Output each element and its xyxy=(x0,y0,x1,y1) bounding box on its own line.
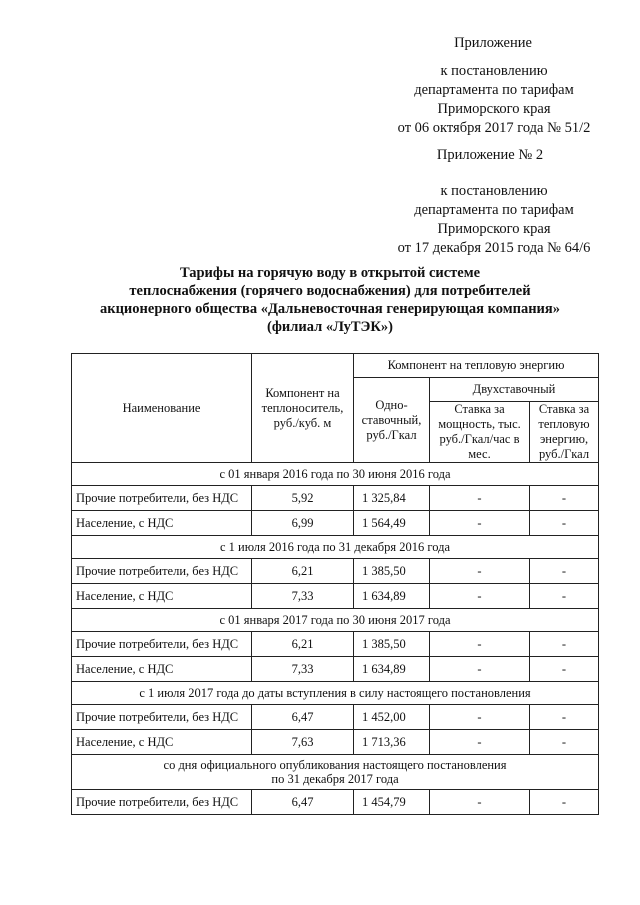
cell-carrier: 6,21 xyxy=(252,559,354,584)
cell-carrier: 6,21 xyxy=(252,632,354,657)
title-line: (филиал «ЛуТЭК») xyxy=(267,319,393,335)
cell-single: 1 452,00 xyxy=(354,705,430,730)
period-row xyxy=(72,682,599,705)
cell-name: Прочие потребители, без НДС xyxy=(72,705,252,730)
document-title xyxy=(80,264,580,336)
period-row xyxy=(72,755,599,790)
cell-capacity: - xyxy=(430,705,530,730)
cell-energy: - xyxy=(530,511,599,536)
period-label-line: со дня официального опубликования настоящего постановления xyxy=(163,758,507,772)
cell-name: Население, с НДС xyxy=(72,730,252,755)
cell-single: 1 385,50 xyxy=(354,559,430,584)
cell-capacity: - xyxy=(430,511,530,536)
cell-name: Прочие потребители, без НДС xyxy=(72,559,252,584)
cell-energy: - xyxy=(530,705,599,730)
cell-capacity: - xyxy=(430,730,530,755)
cell-capacity: - xyxy=(430,559,530,584)
period-label-line: по 31 декабря 2017 года xyxy=(271,772,399,786)
cell-single: 1 325,84 xyxy=(354,486,430,511)
cell-single: 1 454,79 xyxy=(354,790,430,815)
cell-name: Прочие потребители, без НДС xyxy=(72,632,252,657)
cell-single: 1 713,36 xyxy=(354,730,430,755)
period-label: с 01 января 2016 года по 30 июня 2016 года xyxy=(72,463,599,486)
cell-carrier: 5,92 xyxy=(252,486,354,511)
period-label: с 1 июля 2016 года по 31 декабря 2016 года xyxy=(72,536,599,559)
cell-name: Прочие потребители, без НДС xyxy=(72,486,252,511)
annex-2-line: Приморского края xyxy=(437,221,551,237)
cell-carrier: 6,47 xyxy=(252,705,354,730)
header-carrier: Компонент на теплоноситель, руб./куб. м xyxy=(252,354,354,463)
annex-1-line: к постановлению xyxy=(440,63,548,79)
period-label: с 1 июля 2017 года до даты вступления в силу настоящего постановления xyxy=(72,682,599,705)
cell-carrier: 7,33 xyxy=(252,584,354,609)
annex-2-title: Приложение № 2 xyxy=(436,147,544,163)
annex-1-title: Приложение xyxy=(454,35,532,51)
cell-energy: - xyxy=(530,657,599,682)
cell-energy: - xyxy=(530,584,599,609)
cell-capacity: - xyxy=(430,790,530,815)
cell-energy: - xyxy=(530,632,599,657)
annex-1-line: Приморского края xyxy=(437,101,551,117)
header-capacity-rate: Ставка за мощность, тыс. руб./Гкал/час в мес. xyxy=(430,402,530,463)
cell-single: 1 385,50 xyxy=(354,632,430,657)
table-row xyxy=(72,730,599,755)
header-two-rate-group: Двухставочный xyxy=(430,378,599,402)
header-single-rate: Одно-ставочный, руб./Гкал xyxy=(354,378,430,463)
table-row xyxy=(72,705,599,730)
period-row xyxy=(72,463,599,486)
period-row xyxy=(72,536,599,559)
cell-name: Население, с НДС xyxy=(72,657,252,682)
cell-capacity: - xyxy=(430,632,530,657)
table-row xyxy=(72,790,599,815)
cell-energy: - xyxy=(530,730,599,755)
period-row xyxy=(72,609,599,632)
cell-name: Население, с НДС xyxy=(72,584,252,609)
cell-carrier: 6,99 xyxy=(252,511,354,536)
header-name: Наименование xyxy=(72,354,252,463)
cell-capacity: - xyxy=(430,486,530,511)
annex-2-line: от 17 декабря 2015 года № 64/6 xyxy=(397,240,591,256)
cell-carrier: 7,63 xyxy=(252,730,354,755)
table-row xyxy=(72,511,599,536)
cell-name: Население, с НДС xyxy=(72,511,252,536)
table-row xyxy=(72,486,599,511)
table-row xyxy=(72,559,599,584)
tariff-table xyxy=(71,353,599,815)
table-row xyxy=(72,632,599,657)
annex-1-reference xyxy=(368,62,620,138)
table-row xyxy=(72,657,599,682)
cell-carrier: 7,33 xyxy=(252,657,354,682)
annex-2-reference xyxy=(368,182,620,258)
title-line: акционерного общества «Дальневосточная генерирующая компания» xyxy=(99,301,561,317)
header-row xyxy=(72,354,599,378)
header-energy-rate: Ставка за тепловую энергию, руб./Гкал xyxy=(530,402,599,463)
period-label: с 01 января 2017 года по 30 июня 2017 года xyxy=(72,609,599,632)
cell-single: 1 564,49 xyxy=(354,511,430,536)
cell-energy: - xyxy=(530,486,599,511)
annex-2-line: к постановлению xyxy=(440,183,548,199)
period-label xyxy=(72,755,599,790)
cell-carrier: 6,47 xyxy=(252,790,354,815)
annex-1-line: департамента по тарифам xyxy=(414,82,574,98)
title-line: теплоснабжения (горячего водоснабжения) для потребителей xyxy=(129,283,531,299)
annex-2-line: департамента по тарифам xyxy=(414,202,574,218)
cell-energy: - xyxy=(530,790,599,815)
cell-name: Прочие потребители, без НДС xyxy=(72,790,252,815)
header-energy-group: Компонент на тепловую энергию xyxy=(354,354,599,378)
cell-single: 1 634,89 xyxy=(354,584,430,609)
cell-capacity: - xyxy=(430,584,530,609)
cell-single: 1 634,89 xyxy=(354,657,430,682)
table-row xyxy=(72,584,599,609)
annex-1-line: от 06 октября 2017 года № 51/2 xyxy=(397,120,591,136)
cell-capacity: - xyxy=(430,657,530,682)
title-line: Тарифы на горячую воду в открытой системе xyxy=(179,265,481,281)
cell-energy: - xyxy=(530,559,599,584)
